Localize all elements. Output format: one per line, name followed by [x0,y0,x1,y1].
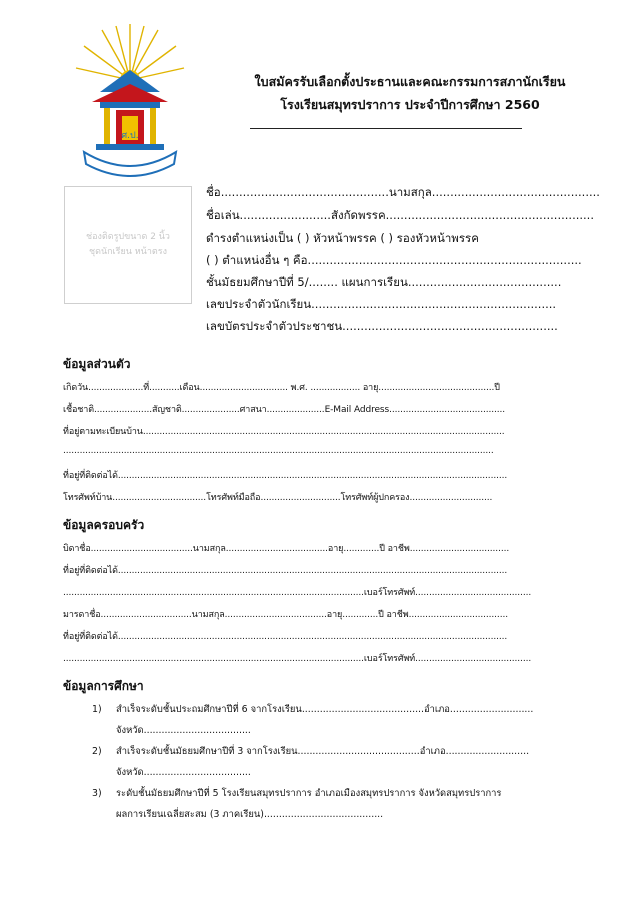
ethnicity-email-field[interactable]: เชื้อชาติ.....................สัญชาติ.....................ศาสนา.....................E-Mail Address.......................................... [63,405,506,415]
registered-address-field[interactable]: ที่อยู่ตามทะเบียนบ้าน................................................................................................................................... [63,427,505,437]
candidate-class-plan-field[interactable]: ชั้นมัธยมศึกษาปีที่ 5/........ แผนการเรียน.......................................... [206,275,562,289]
photo-box-line-2: ชุดนักเรียน หน้าตรง [89,247,167,257]
birth-age-field[interactable]: เกิดวัน....................ที่...........เดือน................................ พ.ศ. .................. อายุ..........................................ปี [63,383,500,393]
father-phone-field[interactable]: .............................................................................................................เบอร์โทรศัพท์.......................................... [63,588,532,598]
education-item-1-line1[interactable]: สำเร็จระดับชั้นประถมศึกษาปีที่ 6 จากโรงเรียน.........................................อำเภอ............................ [116,704,534,715]
photo-box [64,186,192,304]
mother-info-field[interactable]: มารดาชื่อ.................................นามสกุล.....................................อายุ.............ปี อาชีพ.................................... [63,610,508,620]
candidate-name-field[interactable]: ชื่อ..............................................นามสกุล.............................................. [206,185,600,199]
education-item-3-gpa[interactable]: ผลการเรียนเฉลี่ยสะสม (3 ภาคเรียน)........................................ [116,809,384,820]
svg-text:ศ.ป.: ศ.ป. [121,131,139,141]
form-title: ใบสมัครรับเลือกตั้งประธานและคณะกรรมการสภานักเรียน [254,74,566,89]
candidate-nickname-party-field[interactable]: ชื่อเล่น.........................สังกัดพรรค......................................................... [206,208,594,222]
education-heading: ข้อมูลการศึกษา [63,679,144,693]
father-info-field[interactable]: บิดาชื่อ.....................................นามสกุล.....................................อายุ.............ปี อาชีพ.................................... [63,544,510,554]
education-item-3-num: 3) [92,788,102,799]
mother-address-field[interactable]: ที่อยู่ที่ติดต่อได้............................................................................................................................................. [63,632,508,642]
personal-heading: ข้อมูลส่วนตัว [63,357,131,371]
mother-phone-field[interactable]: .............................................................................................................เบอร์โทรศัพท์.......................................... [63,654,532,664]
education-item-1[interactable] [92,702,533,717]
photo-box-line-1: ช่องติดรูปขนาด 2 นิ้ว [85,232,170,242]
contact-address-field[interactable]: ที่อยู่ที่ติดต่อได้............................................................................................................................................. [63,471,508,481]
form-subtitle: โรงเรียนสมุทรปราการ ประจำปีการศึกษา 2560 [280,97,540,112]
school-logo [70,20,190,180]
school-logo-icon [70,20,190,180]
education-item-2-num: 2) [92,746,102,757]
education-item-2[interactable] [92,744,529,759]
education-item-3-line1: ระดับชั้นมัธยมศึกษาปีที่ 5 โรงเรียนสมุทรปราการ อำเภอเมืองสมุทรปราการ จังหวัดสมุทรปราการ [116,788,502,799]
candidate-student-id-field[interactable]: เลขประจำตัวนักเรียน................................................................... [206,297,557,311]
title-underline [250,128,522,129]
registered-address-field-cont[interactable]: ............................................................................................................................................................ [63,446,494,456]
candidate-other-position-field[interactable]: ( ) ตำแหน่งอื่น ๆ คือ........................................................................... [206,253,582,267]
phone-numbers-field[interactable]: โทรศัพท์บ้าน..................................โทรศัพท์มือถือ.............................โทรศัพท์ผู้ปกครอง.............................. [63,493,493,503]
candidate-national-id-field[interactable]: เลขบัตรประจำตัวประชาชน........................................................... [206,319,558,333]
father-address-field[interactable]: ที่อยู่ที่ติดต่อได้............................................................................................................................................. [63,566,508,576]
education-item-1-num: 1) [92,704,102,715]
candidate-position-options[interactable]: ดำรงตำแหน่งเป็น ( ) หัวหน้าพรรค ( ) รองหัวหน้าพรรค [206,231,479,245]
education-item-2-line1[interactable]: สำเร็จระดับชั้นมัธยมศึกษาปีที่ 3 จากโรงเรียน.........................................อำเภอ............................ [116,746,530,757]
education-item-1-province[interactable]: จังหวัด.................................... [116,725,251,736]
education-item-3[interactable] [92,786,501,801]
education-item-2-province[interactable]: จังหวัด.................................... [116,767,251,778]
family-heading: ข้อมูลครอบครัว [63,518,145,532]
